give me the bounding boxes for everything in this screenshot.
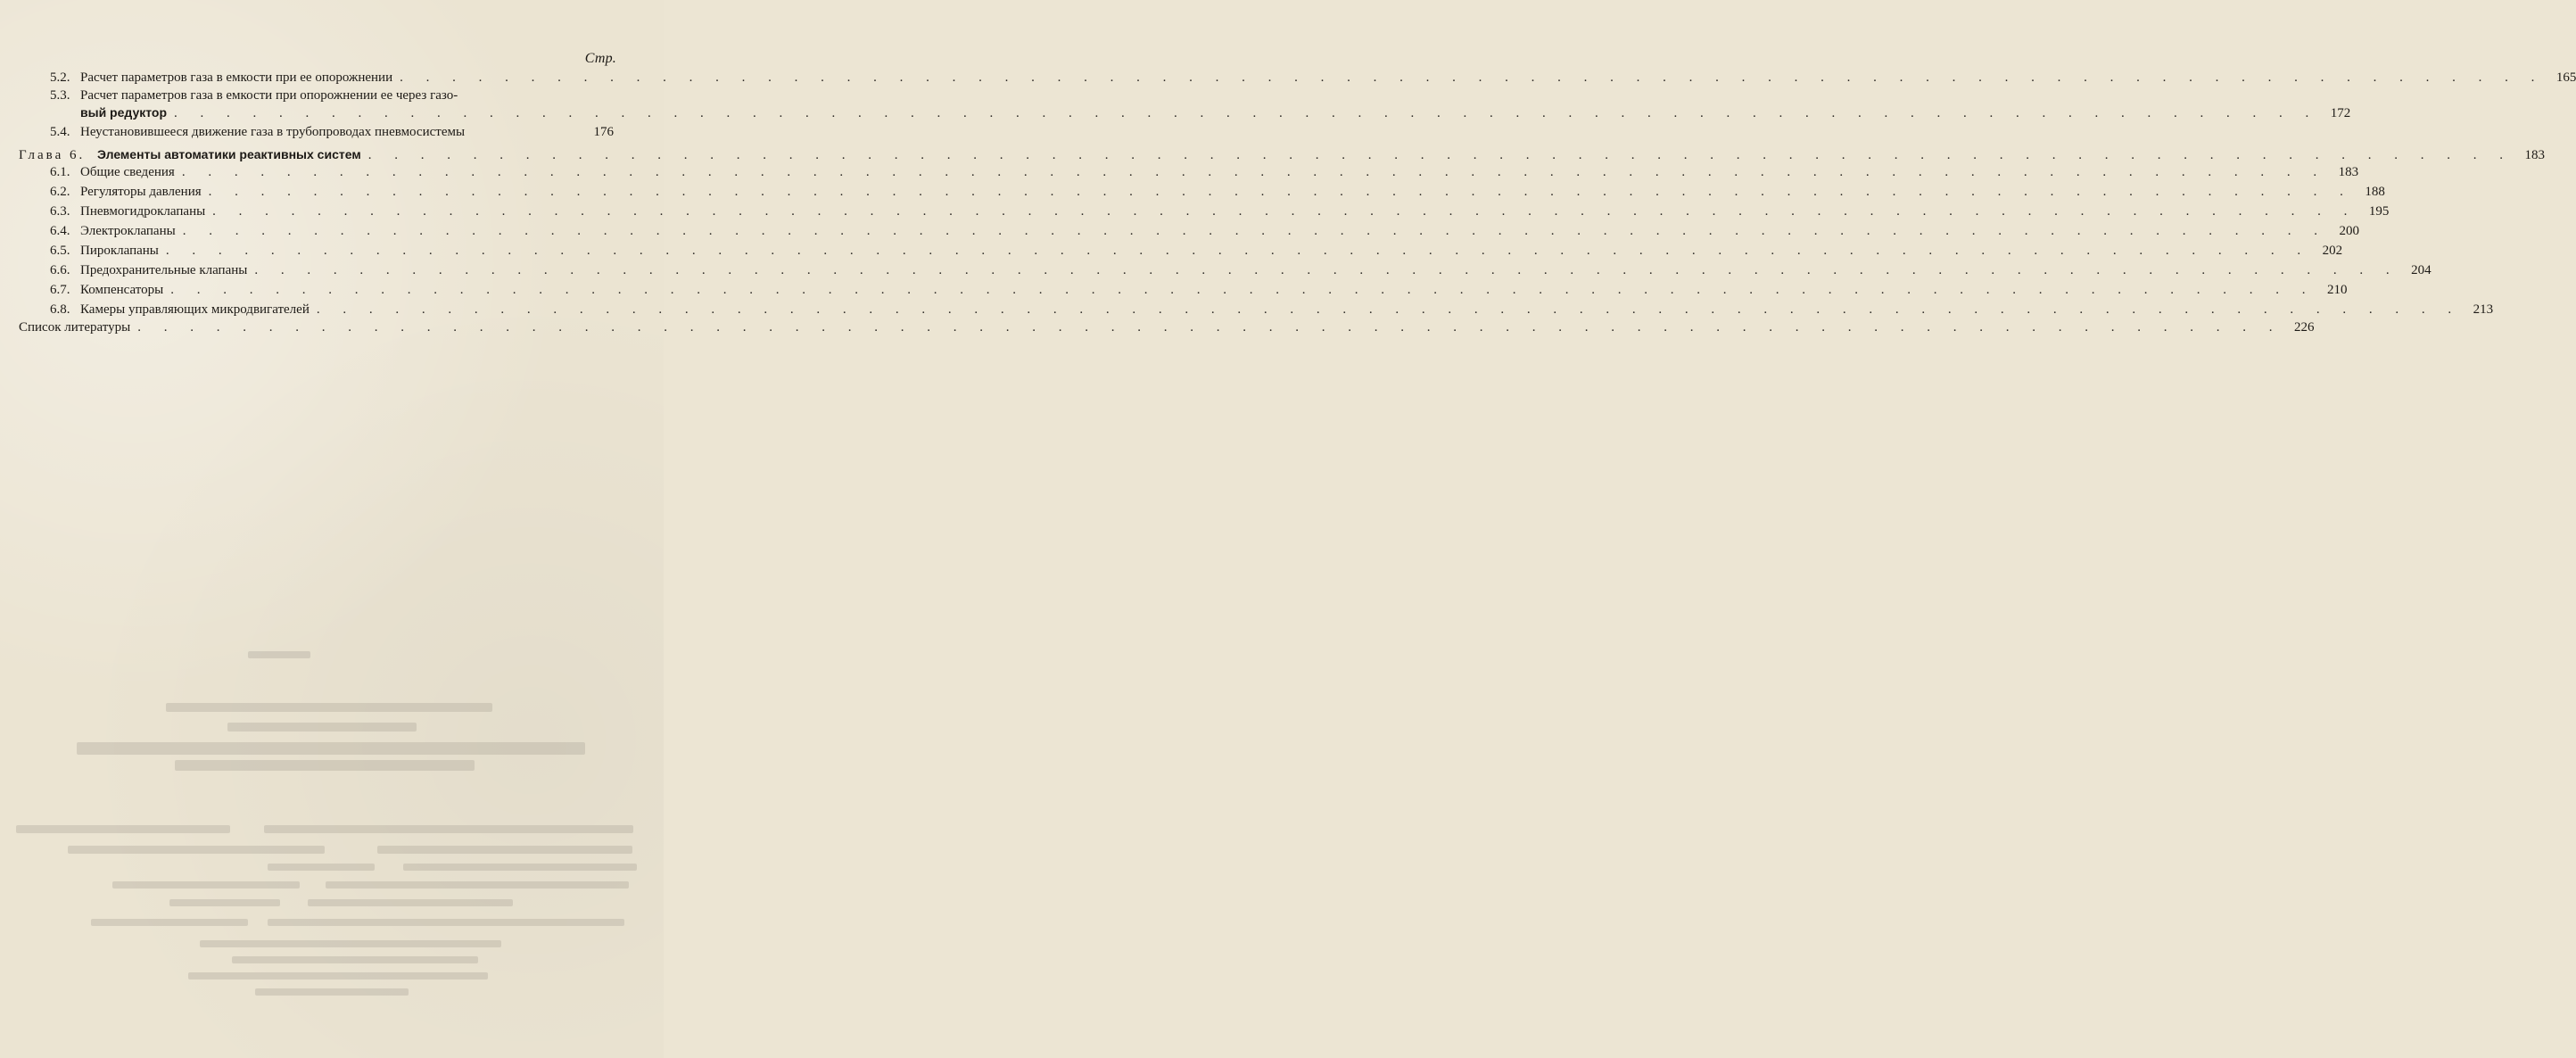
page-number: 183 xyxy=(2524,148,2545,162)
page-number: 176 xyxy=(593,125,614,139)
section-number: 5.3. xyxy=(50,88,70,103)
page-number: 226 xyxy=(2293,320,2315,335)
page-number: 210 xyxy=(2326,283,2348,297)
page-number: 188 xyxy=(2365,185,2385,199)
toc-entry-6-1 xyxy=(50,164,2359,180)
dot-leader: . . . . . . . . . . . . . . . . . . . . . . . . . . . . . . . . . . . . . . . . . . . . . . . . . . . . . . . . . . . . . . . . . . . . . . . . . . . . . . . . . . xyxy=(137,320,2283,335)
dot-leader: . . . . . . . . . . . . . . . . . . . . . . . . . . . . . . . . . . . . . . . . . . . . . . . . . . . . . . . . . . . . . . . . . . . . . . . . . . . . . . . . . . xyxy=(400,70,2545,85)
toc-entry-5-2 xyxy=(50,70,2576,86)
section-number: 5.2. xyxy=(50,70,70,85)
section-number: 6.5. xyxy=(50,244,70,258)
dot-leader: . . . . . . . . . . . . . . . . . . . . . . . . . . . . . . . . . . . . . . . . . . . . . . . . . . . . . . . . . . . . . . . . . . . . . . . . . . . . . . . . . . xyxy=(316,302,2462,317)
page-number: 200 xyxy=(2339,224,2359,238)
section-title-line2-row xyxy=(80,104,2351,121)
section-title-wrap xyxy=(80,87,2351,121)
toc-entry-6-8 xyxy=(50,302,2494,318)
section-number: 6.1. xyxy=(50,165,70,179)
page-number: 172 xyxy=(2330,106,2351,120)
toc-entry-6-3 xyxy=(50,203,2390,219)
section-number: 6.7. xyxy=(50,283,70,297)
section-title-line1: Расчет параметров газа в емкости при опорожнении ее через газо- xyxy=(80,88,458,103)
references-title: Список литературы xyxy=(19,320,131,335)
page-number: 195 xyxy=(2368,204,2390,219)
page-number: 165 xyxy=(2555,70,2576,85)
dot-leader: . . . . . . . . . . . . . . . . . . . . . . . . . . . . . . . . . . . . . . . . . . . . . . . . . . . . . . . . . . . . . . . . . . . . . . . . . . . . . . . . . . xyxy=(165,244,2311,258)
section-title: Компенсаторы xyxy=(80,283,164,297)
dot-leader: . . . . . . . . . . . . . . . . . . . . . . . . . . . . . . . . . . . . . . . . . . . . . . . . . . . . . . . . . . . . . . . . . . . . . . . . . . . . . . . . . . xyxy=(182,224,2327,238)
toc-chapter-6 xyxy=(19,146,2545,163)
section-title: Пневмогидроклапаны xyxy=(80,204,206,219)
section-title: Пироклапаны xyxy=(80,244,159,258)
section-title: Неустановившееся движение газа в трубопроводах пневмосистемы xyxy=(80,125,466,139)
section-title: Общие сведения xyxy=(80,165,175,179)
section-number: 6.4. xyxy=(50,224,70,238)
page-number: 204 xyxy=(2411,263,2432,277)
toc-entry-6-6 xyxy=(50,262,2432,278)
dot-leader: . . . . . . . . . . . . . . . . . . . . . . . . . . . . . . . . . . . . . . . . . . . . . . . . . . . . . . . . . . . . . . . . . . . . . . . . . . . . . . . . . . xyxy=(181,165,2327,179)
toc-references xyxy=(19,319,2315,335)
section-title-line2: вый редуктор xyxy=(80,105,168,120)
toc-entry-5-4 xyxy=(50,124,614,140)
page-number: 202 xyxy=(2322,244,2343,258)
section-title: Расчет параметров газа в емкости при ее опорожнении xyxy=(80,70,393,85)
section-title: Электроклапаны xyxy=(80,224,176,238)
page-number-column-label: Стр. xyxy=(584,51,616,66)
dot-leader: . . . . . . . . . . . . . . . . . . . . . . . . . . . . . . . . . . . . . . . . . . . . . . . . . . . . . . . . . . . . . . . . . . . . . . . . . . . . . . . . . . xyxy=(170,283,2316,297)
toc-entry-6-4 xyxy=(50,223,2359,239)
dot-leader: . . . . . . . . . . . . . . . . . . . . . . . . . . . . . . . . . . . . . . . . . . . . . . . . . . . . . . . . . . . . . . . . . . . . . . . . . . . . . . . . . . xyxy=(367,148,2513,162)
chapter-label: Глава 6. xyxy=(19,148,86,162)
section-title: Регуляторы давления xyxy=(80,185,202,199)
chapter-title: Элементы автоматики реактивных систем xyxy=(97,147,361,161)
dot-leader: . . . . . . . . . . . . . . . . . . . . . . . . . . . . . . . . . . . . . . . . . . . . . . . . . . . . . . . . . . . . . . . . . . . . . . . . . . . . . . . . . . xyxy=(208,185,2353,199)
toc-entry-6-5 xyxy=(50,243,2343,259)
page-number: 213 xyxy=(2473,302,2494,317)
section-title: Предохранительные клапаны xyxy=(80,263,248,277)
section-number: 6.3. xyxy=(50,204,70,219)
dot-leader: . . . . . . . . . . . . . . . . . . . . . . . . . . . . . . . . . . . . . . . . . . . . . . . . . . . . . . . . . . . . . . . . . . . . . . . . . . . . . . . . . . xyxy=(174,106,2319,120)
toc-entry-6-7 xyxy=(50,282,2348,298)
page-number: 183 xyxy=(2338,165,2359,179)
section-number: 6.2. xyxy=(50,185,70,199)
section-number: 6.6. xyxy=(50,263,70,277)
section-number: 5.4. xyxy=(50,125,70,139)
section-title: Камеры управляющих микродвигателей xyxy=(80,302,310,317)
dot-leader: . . . . . . . . . . . . . . . . . . . . . . . . . . . . . . . . . . . . . . . . . . . . . . . . . . . . . . . . . . . . . . . . . . . . . . . . . . . . . . . . . . xyxy=(212,204,2357,219)
toc-entry-6-2 xyxy=(50,184,2385,200)
toc-entry-5-3 xyxy=(50,87,2351,121)
dot-leader: . . . . . . . . . . . . . . . . . . . . . . . . . . . . . . . . . . . . . . . . . . . . . . . . . . . . . . . . . . . . . . . . . . . . . . . . . . . . . . . . . . xyxy=(254,263,2399,277)
section-number: 6.8. xyxy=(50,302,70,317)
